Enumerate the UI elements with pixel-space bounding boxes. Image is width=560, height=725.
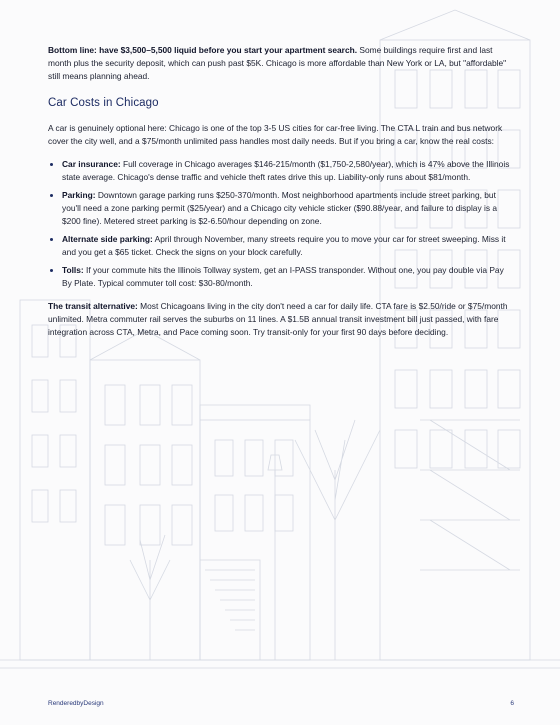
intro-paragraph <box>48 44 514 83</box>
article-body <box>48 44 514 349</box>
page-number: 6 <box>510 700 514 707</box>
list-item <box>62 189 514 228</box>
intro-text: Some buildings require first and last month plus the security deposit, which can push past $5K. Chicago is more affordable than New York or LA, but "affordable" still means planning ahead. <box>48 45 507 82</box>
list-item-text: Downtown garage parking runs $250-370/month. Most neighborhood apartments include street parking, but you'll need a zone parking permit ($25/year) and a Chicago city vehicle sticker ($90.88/year, and failure to display is a $200 fine). Metered street parking is $2-6.50/hour depending on zone. <box>62 189 498 226</box>
transit-text: Most Chicagoans living in the city don't need a car for daily life. CTA fare is $2.50/ride or $75/month unlimited. Metra commuter rail serves the suburbs on 11 lines. A $1.5B annual transit investment bill just passed, with fare integration across CTA, Metra, and Pace coming soon. Try transit-only for your first 90 days before deciding. <box>48 301 508 338</box>
intro-bold: Bottom line: have $3,500–5,500 liquid before you start your apartment search. <box>48 45 358 55</box>
list-item-label: Tolls: <box>62 265 84 275</box>
section-heading: Car Costs in Chicago <box>48 97 159 110</box>
list-item-text: April through November, many streets require you to move your car for street sweeping. Miss it and you get a $65 ticket. Check the signs on your block carefully. <box>62 233 506 257</box>
list-item-label: Car insurance: <box>62 158 121 169</box>
transit-paragraph <box>48 300 514 339</box>
list-item <box>62 233 514 259</box>
list-item <box>62 158 514 184</box>
list-item-text: Full coverage in Chicago averages $146-215/month ($1,750-2,580/year), which is 47% above the Illinois state average. Chicago's dense traffic and vehicle theft rates drive this up. Liability-only runs about $81/month. <box>62 158 510 182</box>
list-item <box>62 264 514 290</box>
transit-bold: The transit alternative: <box>48 301 138 312</box>
list-item-text: If your commute hits the Illinois Tollway system, get an I-PASS transponder. Without one, you pay double via Pay By Plate. Typical commuter toll cost: $30-80/month. <box>62 265 504 289</box>
section-intro: A car is genuinely optional here: Chicago is one of the top 3-5 US cities for car-free living. The CTA L train and bus network cover the city well, and a $75/month unlimited pass handles most daily needs. But if you bring a car, know the real costs: <box>48 122 503 146</box>
footer-brand: RenderedbyDesign <box>48 700 104 707</box>
list-item-label: Parking: <box>62 189 96 200</box>
page-footer <box>48 700 514 707</box>
list-item-label: Alternate side parking: <box>62 233 153 244</box>
cost-list <box>48 158 514 290</box>
